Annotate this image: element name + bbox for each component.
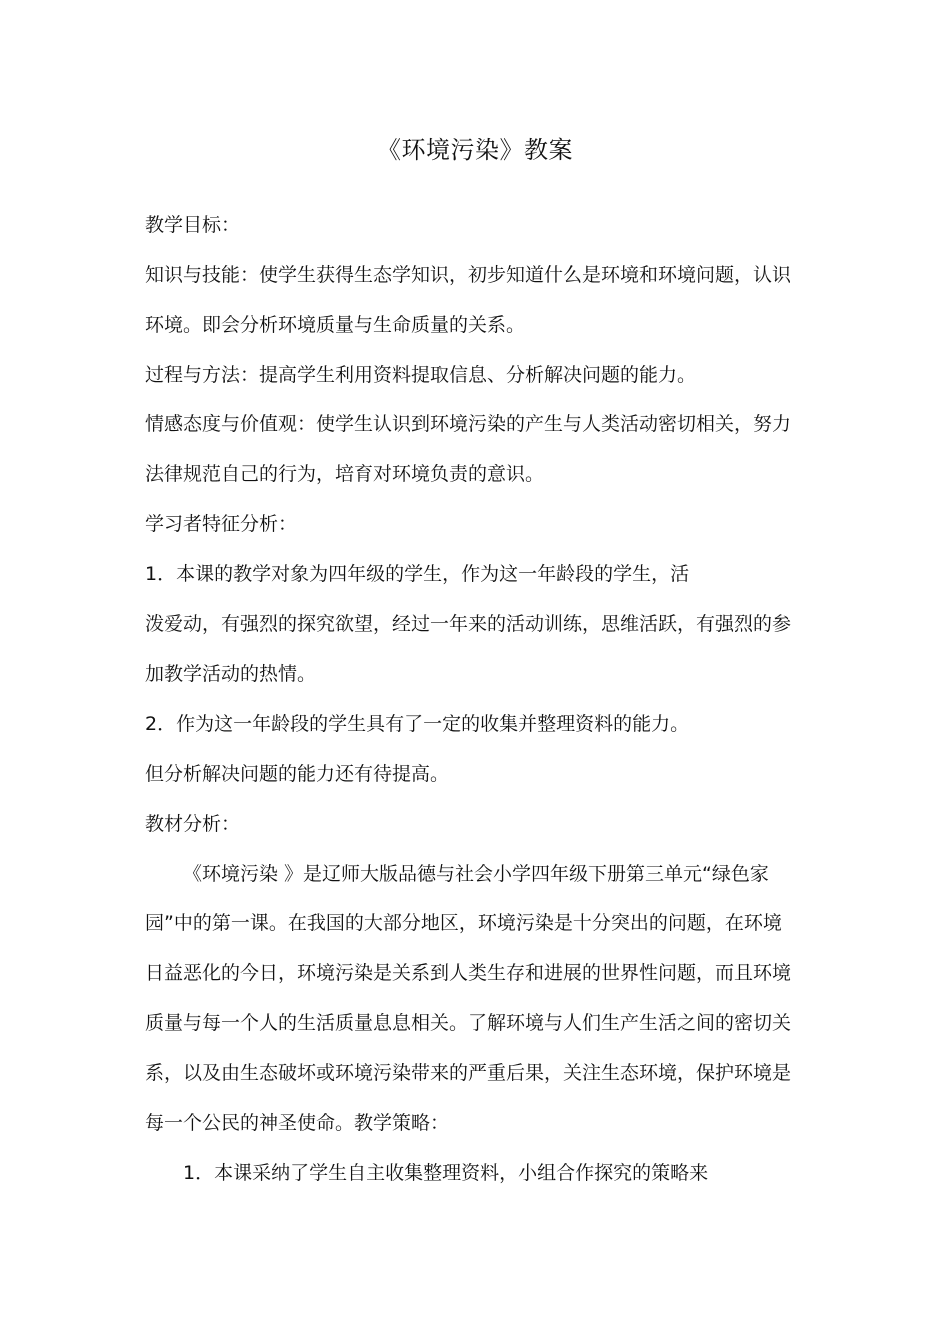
list-item-line: 1．本课采纳了学生自主收集整理资料，小组合作探究的策略来 (183, 1162, 709, 1184)
paragraph-line: 情感态度与价值观：使学生认识到环境污染的产生与人类活动密切相关，努力 (145, 413, 792, 435)
list-item-line: 2．作为这一年龄段的学生具有了一定的收集并整理资料的能力。 (145, 713, 690, 735)
paragraph-line: 过程与方法：提高学生利用资料提取信息、分析解决问题的能力。 (145, 364, 697, 386)
list-item-line: 1．本课的教学对象为四年级的学生，作为这一年龄段的学生，活 (145, 563, 690, 585)
paragraph-line: 但分析解决问题的能力还有待提高。 (145, 763, 450, 785)
paragraph-line: 环境。即会分析环境质量与生命质量的关系。 (145, 314, 526, 336)
paragraph-line: 知识与技能：使学生获得生态学知识，初步知道什么是环境和环境问题，认识 (145, 264, 792, 286)
heading-teaching-goals: 教学目标： (145, 214, 241, 236)
paragraph-line: 加教学活动的热情。 (145, 663, 317, 685)
heading-learner-analysis: 学习者特征分析： (145, 513, 298, 535)
heading-material-analysis: 教材分析： (145, 813, 241, 835)
paragraph-line: 园”中的第一课。在我国的大部分地区，环境污染是十分突出的问题，在环境 (145, 912, 782, 934)
document-title: 《环境污染》教案 (377, 136, 573, 164)
paragraph-line: 每一个公民的神圣使命。教学策略： (145, 1112, 450, 1134)
paragraph-line: 《环境污染 》是辽师大版品德与社会小学四年级下册第三单元“绿色家 (183, 863, 769, 885)
paragraph-line: 日益恶化的今日，环境污染是关系到人类生存和进展的世界性问题，而且环境 (145, 962, 792, 984)
paragraph-line: 泼爱动，有强烈的探究欲望，经过一年来的活动训练，思维活跃，有强烈的参 (145, 613, 792, 635)
paragraph-line: 质量与每一个人的生活质量息息相关。了解环境与人们生产生活之间的密切关 (145, 1012, 792, 1034)
paragraph-line: 系，以及由生态破坏或环境污染带来的严重后果，关注生态环境，保护环境是 (145, 1062, 792, 1084)
paragraph-line: 法律规范自己的行为，培育对环境负责的意识。 (145, 463, 545, 485)
